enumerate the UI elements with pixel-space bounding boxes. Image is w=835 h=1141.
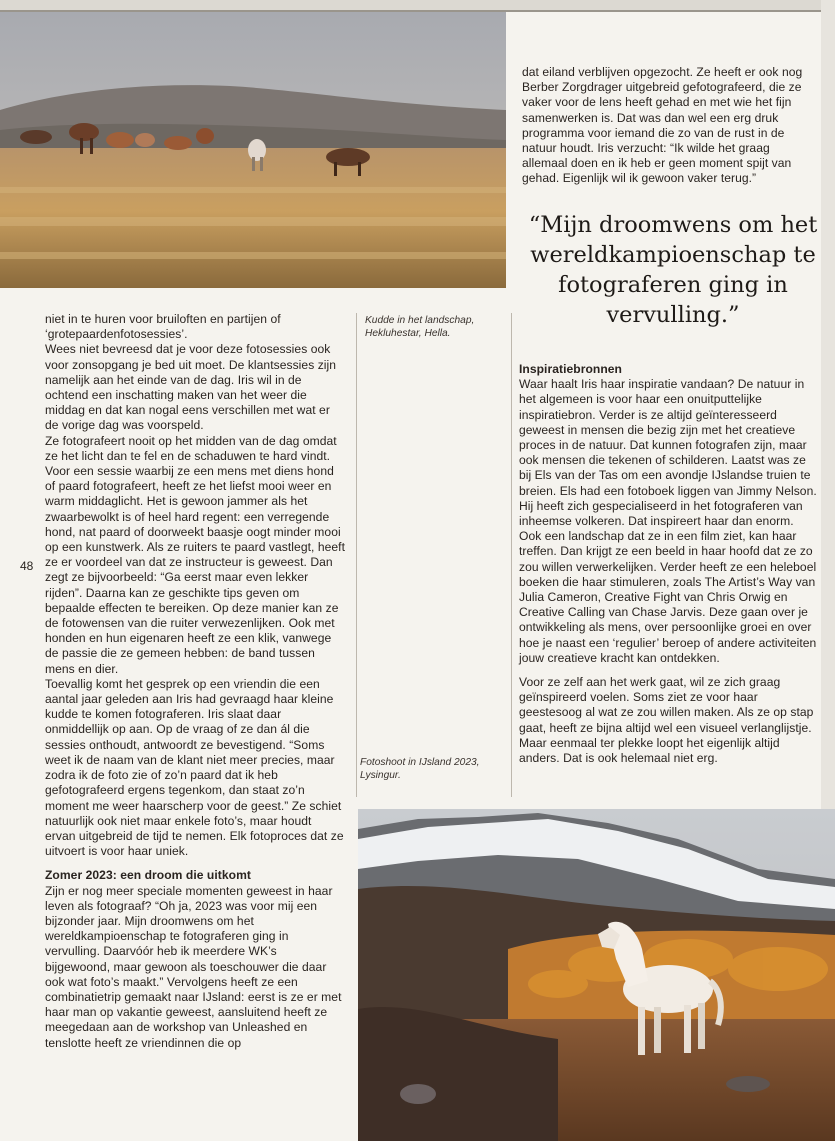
page-number: 48 xyxy=(20,559,34,573)
column-divider xyxy=(356,313,357,797)
paragraph: Zijn er nog meer speciale momenten geweest in haar leven als fotograaf? “Oh ja, 2023 was voor mij een bijzonder jaar. Mijn droomwens om het wereldkampioenschap te fotograferen ging in vervulling. Daarvóór heb ik meerdere WK’s bijgewoond, maar gewoon als toeschouwer die daar ook wat foto’s maakt.” Vervolgens heeft ze een combinatietrip gemaakt naar IJsland: eerst is ze er met haar man op vakantie geweest, aansluitend heeft ze meegedaan aan de workshop van Unleashed en tenslotte heeft ze vriendinnen die op xyxy=(45,883,342,1050)
paragraph: Toevallig komt het gesprek op een vriendin die een aantal jaar geleden aan Iris had gevraagd haar kleine kudde te komen fotograferen. Iris slaat daar onmiddellijk op aan. Op de vraag of ze dan ál die sessies onthoudt, antwoordt ze bevestigend. “Soms weet ik de naam van de klant niet meer precies, maar zodra ik de foto zie of zo’n paard dat ik heb gefotografeerd ergens tegenkom, dan staat zo’n moment me weer haarscherp voor de geest.” Ze schiet natuurlijk ook niet maar enkele foto’s, maar houdt ervan uitgebreid de tijd te nemen. Elk fotoproces dat ze uitvoert is voor haar uniek. xyxy=(45,676,344,859)
paragraph: Waar haalt Iris haar inspiratie vandaan? De natuur in het algemeen is voor haar een onuitputtelijke inspiratiebron. Verder is ze altijd geïnteresseerd geweest in mensen die bezig zijn met het creatieve proces in de natuur. Dat kunnen fotografen zijn, maar ook mensen die tekenen of schilderen. Laatst was ze bij Els van der Tas om een avondje IJslandse truien te breien. Els had een fotoboek liggen van Jimmy Nelson. Hij heeft zich gespecialiseerd in het fotograferen van inheemse volkeren. Dat inspireert haar dan enorm. Ook een landschap dat ze in een film ziet, kan haar treffen. Dan krijgt ze een beeld in haar hoofd dat ze zo zou willen verwerkelijken. Verder heeft ze een heleboel boeken die haar stimuleren, zoals The Artist’s Way van Julia Cameron, Creative Fight van Chris Orwig en Creative Calling van Chase Jarvis. Deze gaan over je ontwikkeling als mens, over persoonlijke groei en over hoe je naast een ‘regulier’ beroep of andere activiteiten jouw creatieve kracht kan ontdekken. xyxy=(519,377,817,665)
paragraph: Wees niet bevreesd dat je voor deze fotosessies ook voor zonsopgang je bed uit moet. De klantsessies zijn namelijk aan het einde van de dag. Iris wil in de ochtend een inschatting maken van het weer die middag en dat kan nogal eens verschillen met wat er de vorige dag was voorspeld. xyxy=(45,342,337,433)
photo-caption-top: Kudde in het landschap, Hekluhestar, Hella. xyxy=(365,315,475,339)
section-heading: Zomer 2023: een droom die uitkomt xyxy=(45,868,251,883)
section-heading: Inspiratiebronnen xyxy=(519,362,622,376)
paragraph: niet in te huren voor bruiloften en partijen of ‘grotepaardenfotosessies’. xyxy=(45,312,281,342)
paragraph: Ze fotografeert nooit op het midden van de dag omdat ze het licht dan te fel en de schaduwen te hard vindt. Voor een sessie waarbij ze een mens met diens hond of paard fotografeert, heeft ze het liefst mooi weer en warm middaglicht. Het is gewoon jammer als het zwaarbewolkt is of heel hard regent: een verregende hond, nat paard of doorweekt baasje oogt minder mooi op een kunstwerk. Als ze ruiters te paard vastlegt, heeft ze er voordeel van dat ze instructeur is geweest. Dan zegt ze bijvoorbeeld: “Ga eerst maar even lekker rijden”. Daarna kan ze geschikte tips geven om bepaalde effecten te bereiken. Op deze manier kan ze de fotowensen van die ruiter verwezenlijken. Ook met honden en hun eigenaren heeft ze een klik, vanwege de passie die ze gemeen hebben: de band tussen mens en dier. xyxy=(45,433,345,676)
article-continuation-text: dat eiland verblijven opgezocht. Ze heeft er ook nog Berber Zorgdrager uitgebreid gefotografeerd, die ze vaker voor de lens heeft gehad en met wie het fijn samenwerken is. Dat was dan wel een erg druk programma voor iemand die zo van de rust in de natuur houdt. Iris verzucht: “Ik wilde het graag allemaal doen en ik heb er geen moment spijt van gehad. Eigenlijk wil ik gewoon vaker terug.” xyxy=(522,65,803,186)
photo-caption-bottom: Fotoshoot in IJsland 2023, Lysingur. xyxy=(360,757,480,781)
herd-landscape-photo xyxy=(0,12,506,288)
white-horse-photo xyxy=(358,809,835,1141)
page-top-edge xyxy=(0,0,835,12)
article-left-column xyxy=(45,312,345,1051)
column-divider xyxy=(511,313,512,797)
article-right-column xyxy=(519,362,819,766)
paragraph: Voor ze zelf aan het werk gaat, wil ze zich graag geïnspireerd voelen. Soms ziet ze voor haar geestesoog al wat ze zou willen maken. Als ze op stap gaat, heeft ze bijna altijd wel een visueel verlanglijstje. Maar eenmaal ter plekke loopt het eigenlijk altijd anders. Dat is ook helemaal niet erg. xyxy=(519,675,814,766)
pull-quote: “Mijn droomwens om het wereldkampioenschap te fotograferen ging in vervulling.” xyxy=(528,212,818,328)
